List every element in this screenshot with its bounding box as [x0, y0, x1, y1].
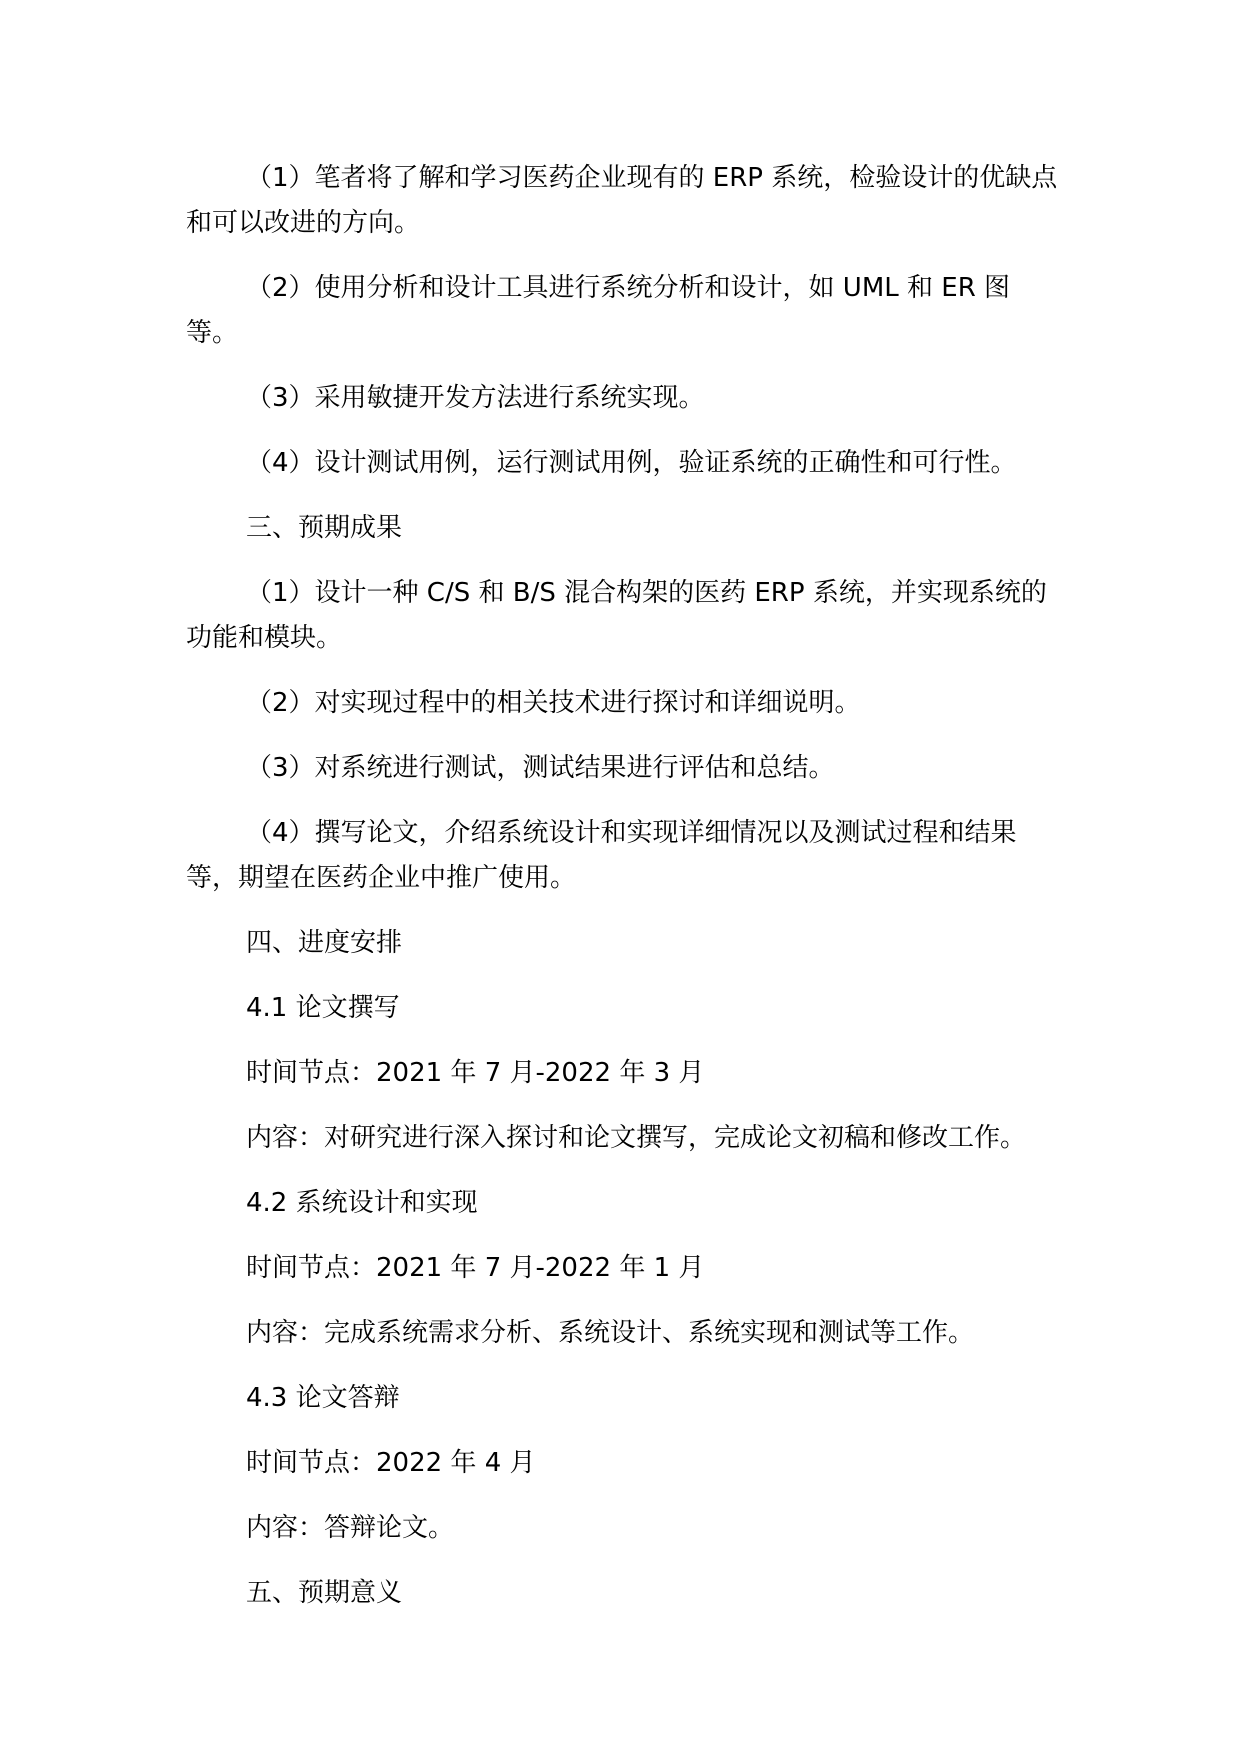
- schedule-content-system: 内容：完成系统需求分析、系统设计、系统实现和测试等工作。: [246, 1318, 975, 1348]
- paragraph-result-4: （4）撰写论文，介绍系统设计和实现详细情况以及测试过程和结果等，期望在医药企业中推广使用。: [186, 818, 1017, 893]
- schedule-time-defense: 时间节点：2022 年 4 月: [246, 1448, 536, 1478]
- section-heading-expected-results: 三、预期成果: [246, 513, 403, 543]
- subheading-system-design: 4.2 系统设计和实现: [246, 1188, 478, 1218]
- schedule-time-system: 时间节点：2021 年 7 月-2022 年 1 月: [246, 1253, 705, 1283]
- section-heading-schedule: 四、进度安排: [246, 928, 403, 958]
- subheading-thesis-writing: 4.1 论文撰写: [246, 993, 400, 1023]
- paragraph-result-3: （3）对系统进行测试，测试结果进行评估和总结。: [246, 753, 835, 783]
- paragraph-method-1: （1）笔者将了解和学习医药企业现有的 ERP 系统，检验设计的优缺点和可以改进的方向。: [186, 163, 1058, 238]
- section-heading-significance: 五、预期意义: [246, 1578, 403, 1608]
- schedule-content-writing: 内容：对研究进行深入探讨和论文撰写，完成论文初稿和修改工作。: [246, 1123, 1027, 1153]
- paragraph-result-1: （1）设计一种 C/S 和 B/S 混合构架的医药 ERP 系统，并实现系统的功能和模块。: [186, 578, 1047, 653]
- paragraph-method-2: （2）使用分析和设计工具进行系统分析和设计，如 UML 和 ER 图等。: [186, 273, 1011, 348]
- paragraph-result-2: （2）对实现过程中的相关技术进行探讨和详细说明。: [246, 688, 861, 718]
- paragraph-method-4: （4）设计测试用例，运行测试用例，验证系统的正确性和可行性。: [246, 448, 1017, 478]
- schedule-content-defense: 内容：答辩论文。: [246, 1513, 455, 1543]
- schedule-time-writing: 时间节点：2021 年 7 月-2022 年 3 月: [246, 1058, 705, 1088]
- paragraph-method-3: （3）采用敏捷开发方法进行系统实现。: [246, 383, 705, 413]
- document-body: [186, 156, 1062, 1636]
- subheading-thesis-defense: 4.3 论文答辩: [246, 1383, 400, 1413]
